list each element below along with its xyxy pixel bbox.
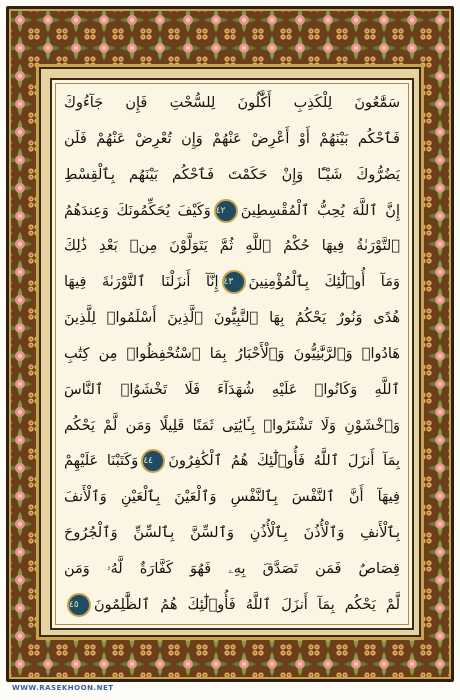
verse-line	[64, 516, 400, 550]
verse-text: وَٱخْشَوْنِ وَلَا تَشْتَرُوا۟ بِـَٔايَٰتِى ثَمَنًا قَلِيلًا وَمَن لَّمْ يَحْكُم	[64, 417, 400, 434]
verse-text: إِنَّ ٱللَّهَ يُحِبُّ ٱلْمُقْسِطِينَ	[240, 202, 400, 219]
verse-text: لَّمْ يَحْكُم بِمَآ أَنزَلَ ٱللَّهُ فَأُو۟لَٰٓئِكَ هُمُ ٱلظَّٰلِمُونَ	[94, 596, 400, 613]
verse-text: قِصَاصٌ فَمَن تَصَدَّقَ بِهِۦ فَهُوَ كَفَّارَةٌ لَّهُۥ وَمَن	[64, 560, 400, 577]
quran-page	[6, 6, 454, 682]
verse-number-marker: ٤٥	[67, 593, 91, 617]
verse-line	[64, 229, 400, 263]
verse-text: بِٱلْأَنفِ وَٱلْأُذُنَ بِٱلْأُذُنِ وَٱلسِّنَّ بِٱلسِّنِّ وَٱلْجُرُوحَ	[64, 525, 400, 542]
verse-line	[64, 158, 400, 192]
verse-text: ٱللَّهِ وَكَانُوا۟ عَلَيْهِ شُهَدَآءَ فَلَا تَخْشَوُا۟ ٱلنَّاسَ	[64, 381, 400, 398]
verse-line	[64, 86, 400, 120]
verse-line	[64, 373, 400, 407]
text-panel	[50, 78, 414, 630]
verse-text: هُدًى وَنُورٌ يَحْكُمُ بِهَا ٱلنَّبِيُّونَ ٱلَّذِينَ أَسْلَمُوا۟ لِلَّذِينَ	[64, 310, 400, 327]
site-watermark: WWW.RASEKHOON.NET	[12, 684, 114, 692]
verse-text: يَضُرُّوكَ شَيْـًٔا وَإِنْ حَكَمْتَ فَٱحْكُم بَيْنَهُم بِٱلْقِسْطِ	[64, 166, 400, 183]
verse-line	[64, 337, 400, 371]
verse-text: سَمَّٰعُونَ لِلْكَذِبِ أَكَّٰلُونَ لِلسُّحْتِ فَإِن جَآءُوكَ	[64, 95, 400, 111]
verse-text: وَكَيْفَ يُحَكِّمُونَكَ وَعِندَهُمُ	[64, 202, 211, 219]
verse-line	[64, 444, 400, 478]
verse-line	[64, 194, 400, 228]
verse-text: هَادُوا۟ وَٱلرَّبَّٰنِيُّونَ وَٱلْأَحْبَارُ بِمَا ٱسْتُحْفِظُوا۟ مِن كِتَٰبِ	[64, 345, 400, 362]
verse-number-marker: ٤٤	[141, 449, 165, 473]
verse-text: بِمَآ أَنزَلَ ٱللَّهُ فَأُو۟لَٰٓئِكَ هُمُ ٱلْكَٰفِرُونَ	[168, 453, 400, 470]
verse-line	[64, 122, 400, 156]
verse-text: إِنَّآ أَنزَلْنَا ٱلتَّوْرَىٰةَ فِيهَا	[64, 274, 219, 291]
verse-number-marker: ٤٢	[214, 199, 238, 223]
verse-line	[64, 552, 400, 586]
verse-line	[64, 409, 400, 443]
verse-line	[64, 301, 400, 335]
verse-text: فَٱحْكُم بَيْنَهُمْ أَوْ أَعْرِضْ عَنْهُمْ وَإِن تُعْرِضْ عَنْهُمْ فَلَن	[64, 130, 400, 147]
verse-text: وَكَتَبْنَا عَلَيْهِمْ	[64, 453, 139, 470]
verse-number-marker: ٤٣	[222, 270, 246, 294]
footer	[6, 684, 454, 698]
verse-text: فِيهَآ أَنَّ ٱلنَّفْسَ بِٱلنَّفْسِ وَٱلْعَيْنَ بِٱلْعَيْنِ وَٱلْأَنفَ	[64, 489, 400, 506]
verse-lines	[64, 86, 400, 622]
verse-line	[64, 588, 400, 622]
verse-text: ٱلتَّوْرَىٰةُ فِيهَا حُكْمُ ٱللَّهِ ثُمَّ يَتَوَلَّوْنَ مِنۢ بَعْدِ ذَٰلِكَ	[64, 238, 400, 255]
verse-line	[64, 480, 400, 514]
verse-text: وَمَآ أُو۟لَٰٓئِكَ بِٱلْمُؤْمِنِينَ	[248, 274, 400, 291]
verse-line	[64, 265, 400, 299]
